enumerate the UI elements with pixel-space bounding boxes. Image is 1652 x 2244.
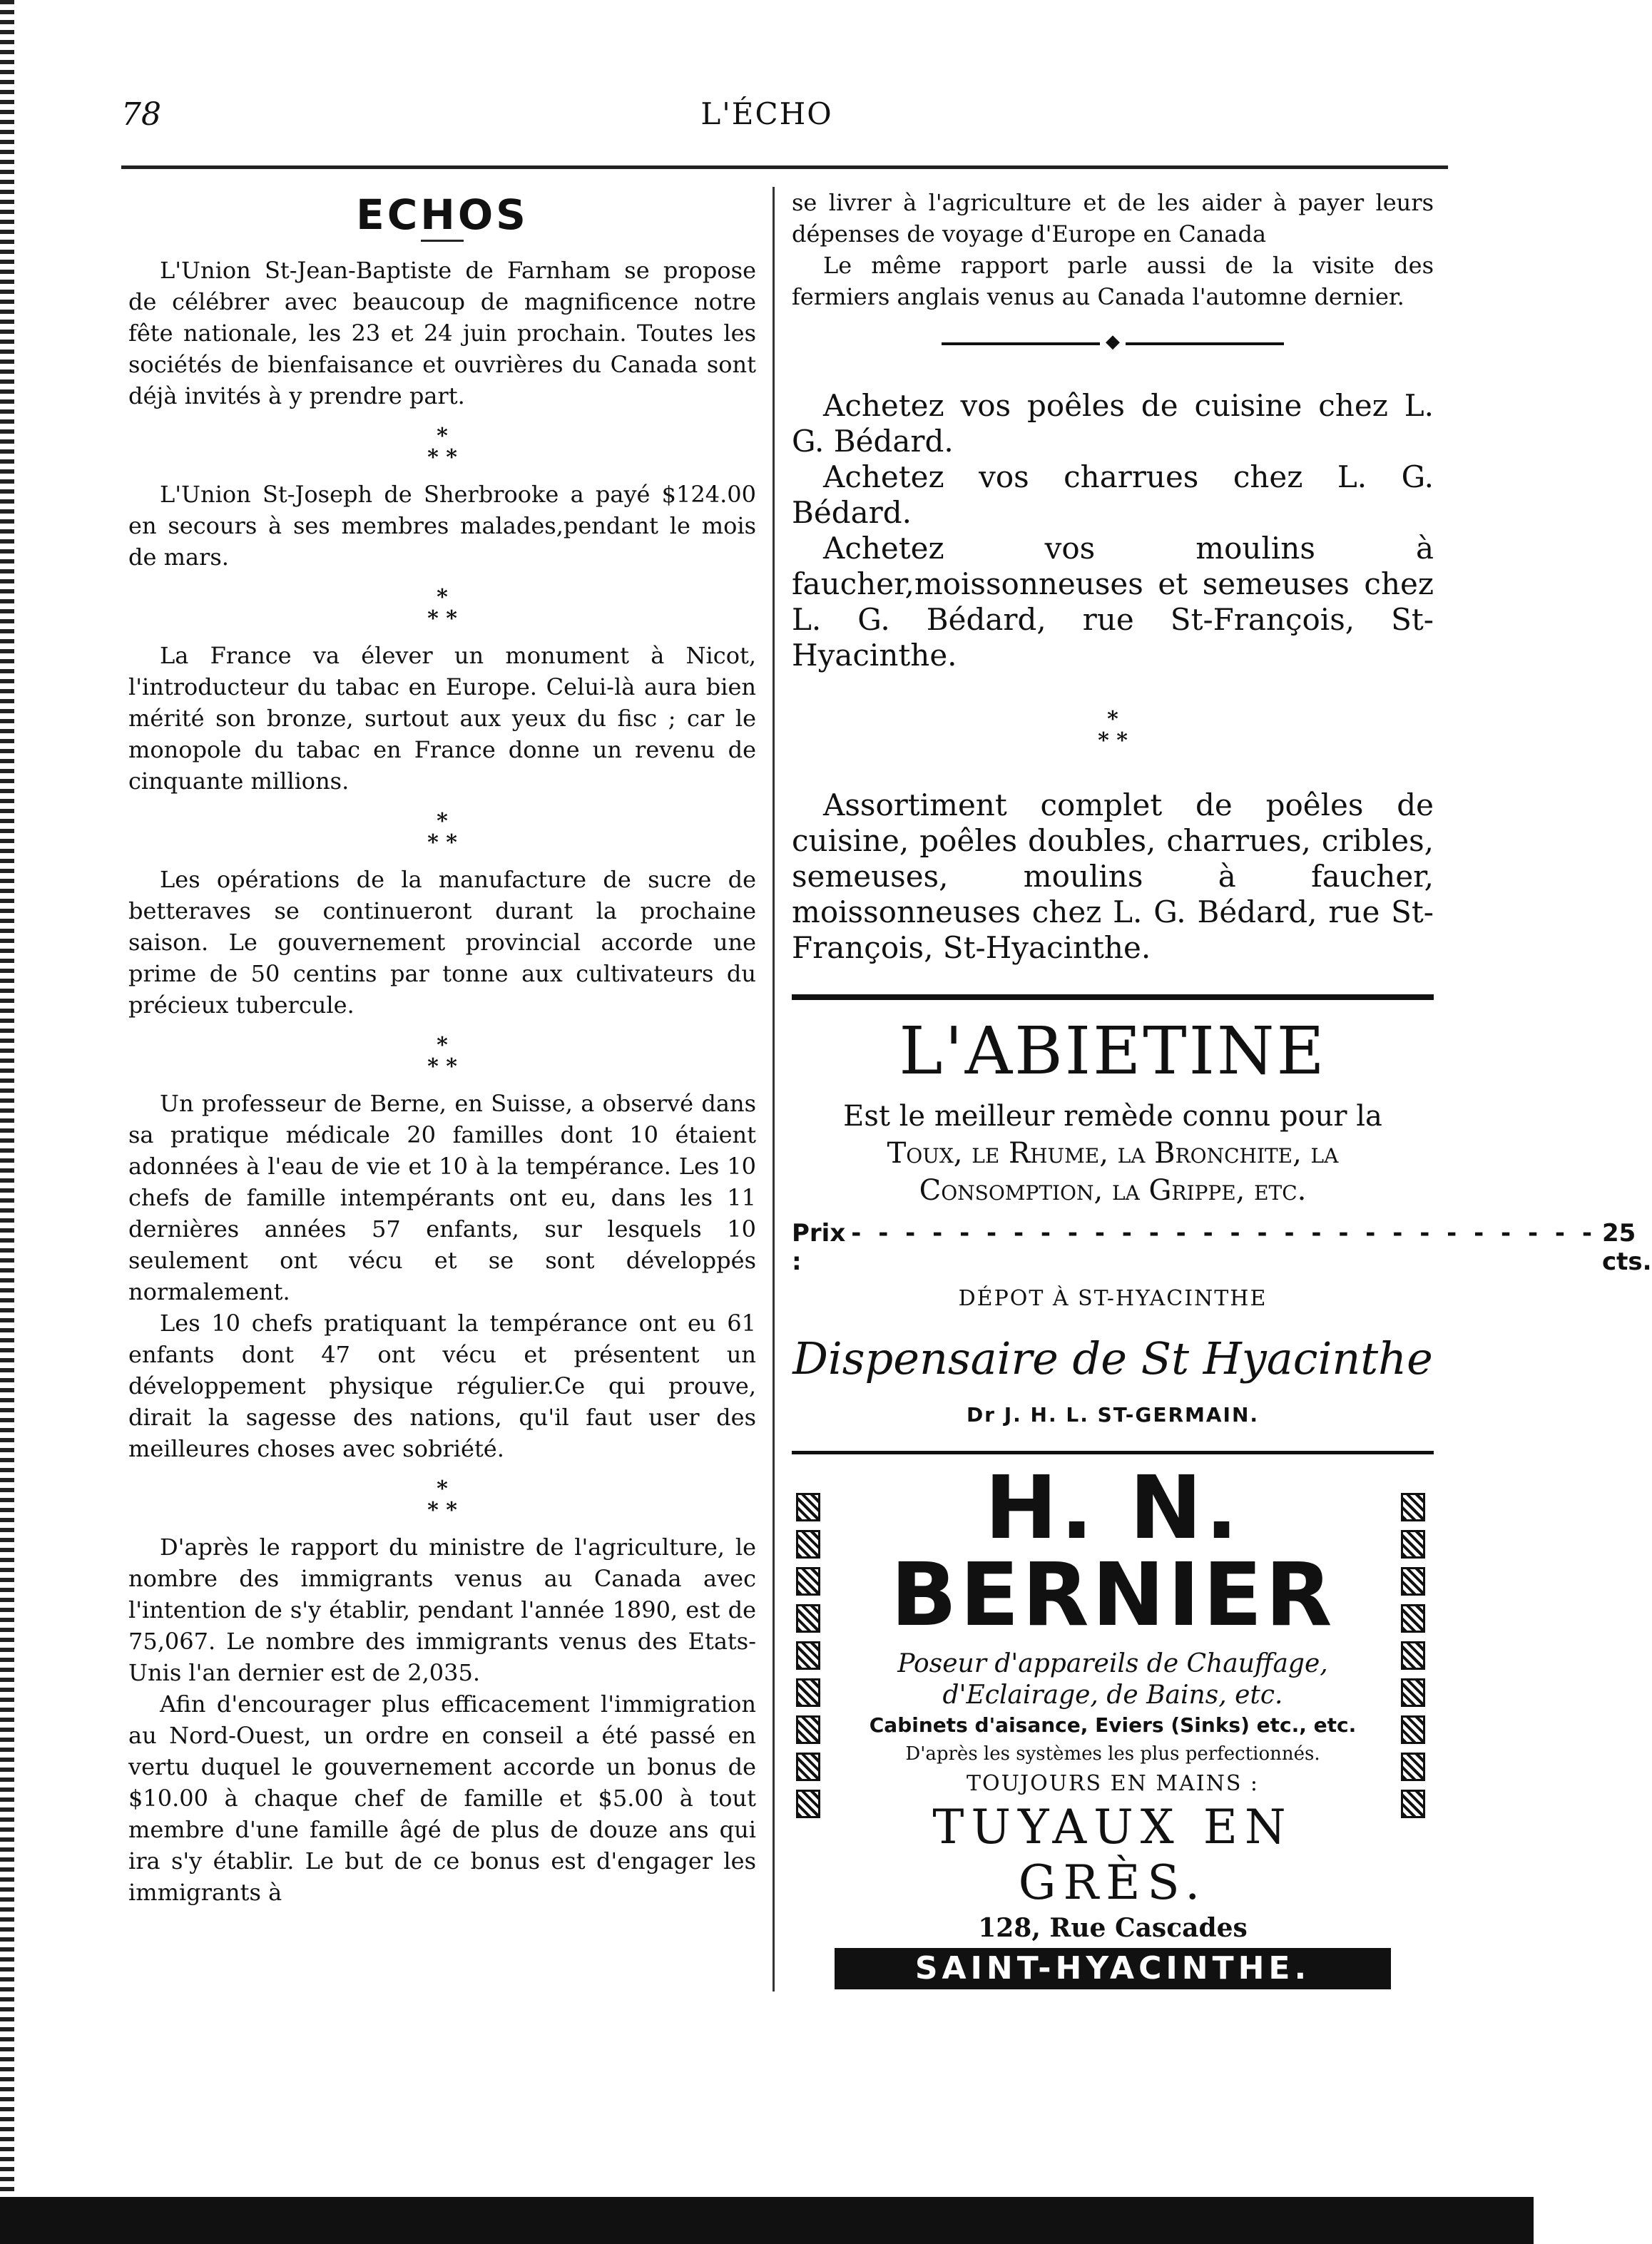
scan-bottom-edge [0, 2197, 1534, 2244]
echo-paragraph-5: Un professeur de Berne, en Suisse, a observé dans sa pratique médicale 20 familles dont 10 étaient adonnées à l'eau de vie et 10 à la tempérance. Les 10 chefs de famille intempérants ont eu, dans les 11 dernières années 57 enfants, sur lesquels 10 seulement ont vécu et se sont développés normalement. [128, 1090, 756, 1305]
asterism: * * * [427, 585, 457, 631]
abietine-title: L'ABIETINE [899, 1013, 1327, 1089]
bedard-ad-3: Achetez vos moulins à faucher,moissonneuses et semeuses chez L. G. Bédard, rue St-François, St-Hyacinthe. [792, 531, 1434, 673]
bernier-line-5: TUYAUX EN GRÈS. [932, 1799, 1293, 1910]
running-title: L'ÉCHO [700, 96, 833, 131]
echo-paragraph-4: Les opérations de la manufacture de sucre de betteraves se continueront durant la prochaine saison. Le gouvernement provincial accorde une prime de 50 centins par tonne aux cultivateurs du précieux tubercule. [128, 866, 756, 1019]
asterism: * * * [1098, 707, 1128, 753]
bedard-ad-2: Achetez vos charrues chez L. G. Bédard. [792, 459, 1434, 530]
abietine-line-1: Est le meilleur remède connu pour la [843, 1099, 1382, 1133]
echo-paragraph-6: Les 10 chefs pratiquant la tempérance ont eu 61 enfants dont 47 ont vécu et présentent un développement physique régulier.Ce qui prouve, dirait la sagesse des nations, qu'il faut user des meilleures choses avec sobriété. [128, 1310, 756, 1462]
bernier-line-4: TOUJOURS EN MAINS : [966, 1770, 1260, 1796]
bernier-city: SAINT-HYACINTHE. [835, 1948, 1391, 1989]
continuation-paragraph-2: Le même rapport parle aussi de la visite des fermiers anglais venus au Canada l'automne dernier. [792, 252, 1434, 310]
echo-paragraph-1: L'Union St-Jean-Baptiste de Farnham se propose de célébrer avec beaucoup de magnificence notre fête nationale, les 23 et 24 juin prochain. Toutes les sociétés de bienfaisance et ouvrières du Canada sont déjà invités à y prendre part. [128, 257, 756, 409]
price-label: Prix : [792, 1218, 846, 1276]
echo-paragraph-2: L'Union St-Joseph de Sherbrooke a payé $124.00 en secours à ses membres malades,pendant le mois de mars. [128, 481, 756, 571]
thick-divider [792, 994, 1434, 1000]
section-title: ECHOS [356, 190, 529, 239]
price-value: 25 cts. [1602, 1218, 1652, 1276]
header-rule [121, 165, 1448, 169]
right-column [792, 187, 1652, 1989]
asterism: * * * [427, 1033, 457, 1079]
bernier-line-3: D'après les systèmes les plus perfectionnés. [905, 1743, 1320, 1765]
assortiment-ad: Assortiment complet de poêles de cuisine, poêles doubles, charrues, cribles, semeuses, moulins à faucher, moissonneuses chez L. G. Bédard, rue St-François, St-Hyacinthe. [792, 787, 1434, 965]
abietine-line-2: Toux, le Rhume, la Bronchite, la [887, 1136, 1339, 1170]
asterism: * * * [427, 424, 457, 470]
echo-paragraph-7: D'après le rapport du ministre de l'agriculture, le nombre des immigrants venus au Canada avec l'intention de s'y établir, pendant l'année 1890, est de 75,067. Le nombre des immigrants venus des Etats-Unis l'an dernier est de 2,035. [128, 1534, 756, 1686]
abietine-ad [792, 1013, 1652, 1427]
column-divider [773, 187, 775, 1991]
echo-paragraph-3: La France va élever un monument à Nicot, l'introducteur du tabac en Europe. Celui-là aura bien mérité son bronze, surtout aux yeux du fisc ; car le monopole du tabac en France donne un revenu de cinquante millions. [128, 642, 756, 795]
dispensaire-name: Dispensaire de St Hyacinthe [792, 1332, 1433, 1384]
bernier-name: H. N. BERNIER [890, 1457, 1335, 1646]
doctor-name: Dr J. H. L. ST-GERMAIN. [966, 1402, 1260, 1427]
title-underline [421, 240, 464, 242]
abietine-price [792, 1218, 1652, 1276]
bernier-top-rule [792, 1451, 1434, 1454]
bernier-line-2: Cabinets d'aisance, Eviers (Sinks) etc., etc. [869, 1713, 1357, 1737]
ornament-border-left-icon [796, 1493, 825, 1818]
bernier-ad [792, 1457, 1434, 1989]
abietine-line-3: Consomption, la Grippe, etc. [919, 1173, 1307, 1207]
asterism: * * * [427, 809, 457, 855]
depot-line: DÉPOT À ST-HYACINTHE [958, 1285, 1268, 1311]
bernier-line-1: Poseur d'appareils de Chauffage, d'Eclairage, de Bains, etc. [897, 1648, 1328, 1710]
bernier-address: 128, Rue Cascades [978, 1912, 1248, 1943]
asterism: * * * [427, 1477, 457, 1523]
page-number: 78 [121, 96, 161, 133]
echo-paragraph-8: Afin d'encourager plus efficacement l'immigration au Nord-Ouest, un ordre en conseil a été passé en vertu duquel le gouvernement accorde un bonus de $10.00 à chaque chef de famille et $5.00 à tout membre d'une famille âgé de plus de douze ans qui ira s'y établir. Le but de ce bonus est d'engager les immigrants à [128, 1690, 756, 1906]
price-leader: - - - - - - - - - - - - - - - - - - - - - - - - - - - - [851, 1218, 1596, 1248]
ornament-border-right-icon [1401, 1493, 1429, 1818]
scan-edge [0, 0, 14, 2244]
bedard-ad-1: Achetez vos poêles de cuisine chez L. G. Bédard. [792, 388, 1434, 459]
ornament-divider [942, 342, 1284, 345]
continuation-paragraph-1: se livrer à l'agriculture et de les aider à payer leurs dépenses de voyage d'Europe en Canada [792, 189, 1434, 248]
left-column [128, 187, 756, 1908]
